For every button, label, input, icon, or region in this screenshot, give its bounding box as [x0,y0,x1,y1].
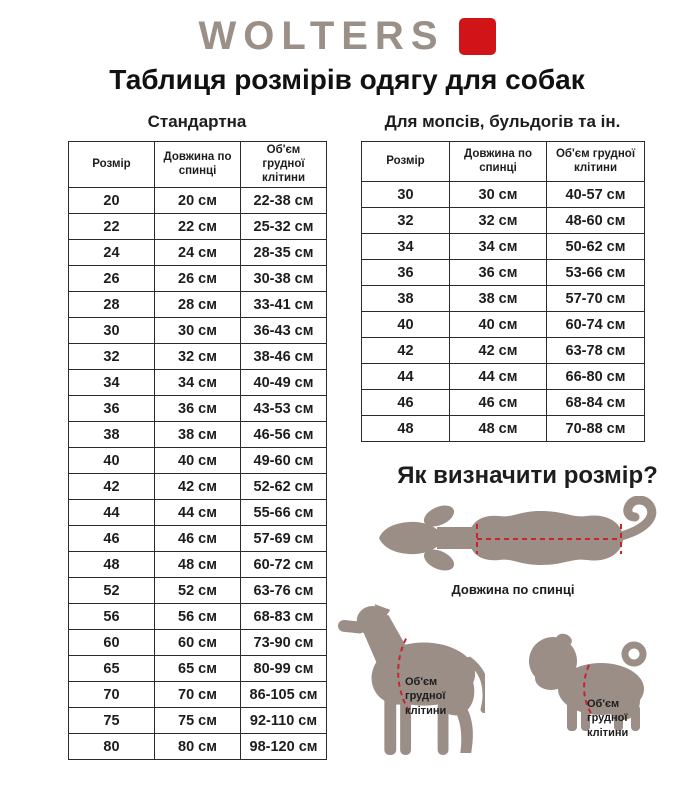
table-row [362,390,645,416]
table-cell: 42 см [155,474,241,500]
table-cell: 26 см [155,266,241,292]
table-row [69,734,327,760]
table-row [69,188,327,214]
chest-girth-diagram [361,601,694,769]
table-cell: 68-84 см [547,390,645,416]
table-row [362,338,645,364]
table-cell: 70 см [155,682,241,708]
table-cell: 30-38 см [241,266,327,292]
table-cell: 44 см [155,500,241,526]
table-cell: 50-62 см [547,234,645,260]
table-cell: 65 [69,656,155,682]
table-cell: 98-120 см [241,734,327,760]
table-cell: 46-56 см [241,422,327,448]
table-cell: 28 см [155,292,241,318]
table-cell: 40 [362,312,450,338]
table-cell: 42 см [450,338,547,364]
table-cell: 48 см [450,416,547,442]
table-cell: 52 см [155,578,241,604]
pugs-size-table [361,141,645,442]
table-cell: 38 см [155,422,241,448]
table-row [362,182,645,208]
header-row [69,142,327,188]
dog-top-view-illustration [377,496,689,580]
table-cell: 70-88 см [547,416,645,442]
table-cell: 36 см [450,260,547,286]
table-row [69,292,327,318]
table-row [69,526,327,552]
table-cell: 44 [362,364,450,390]
table-cell: 22 см [155,214,241,240]
table-cell: 63-78 см [547,338,645,364]
table-cell: 92-110 см [241,708,327,734]
table-cell: 60-74 см [547,312,645,338]
table-row [69,396,327,422]
table-cell: 73-90 см [241,630,327,656]
table-cell: 36 [69,396,155,422]
table-row [69,214,327,240]
table-cell: 56 [69,604,155,630]
content [0,112,694,769]
table-cell: 32 см [155,344,241,370]
table-cell: 34 [69,370,155,396]
table-row [69,604,327,630]
table-cell: 32 см [450,208,547,234]
chest-girth-label: Об'єм грудної клітини [587,698,629,739]
column-header-size: Розмір [69,142,155,188]
table-cell: 43-53 см [241,396,327,422]
dog-body-shape [469,511,623,565]
table-cell: 36-43 см [241,318,327,344]
table-row [362,286,645,312]
brand-header [0,0,694,56]
table-cell: 24 см [155,240,241,266]
table-cell: 48 см [155,552,241,578]
table-cell: 46 см [155,526,241,552]
column-header-back-length: Довжина по спинці [450,142,547,182]
header-row [362,142,645,182]
table-cell: 46 см [450,390,547,416]
column-header-back-length: Довжина по спинці [155,142,241,188]
table-cell: 30 [362,182,450,208]
table-cell: 28 [69,292,155,318]
table-cell: 52 [69,578,155,604]
table-cell: 48-60 см [547,208,645,234]
table-cell: 40-57 см [547,182,645,208]
table-cell: 26 [69,266,155,292]
table-cell: 44 [69,500,155,526]
table-cell: 53-66 см [547,260,645,286]
table-cell: 80 [69,734,155,760]
table-cell: 46 [362,390,450,416]
pug-leg-shape [567,701,577,731]
chest-girth-label: Об'єм грудної клітини [405,676,447,717]
table-cell: 24 [69,240,155,266]
table-row [362,260,645,286]
table-row [362,208,645,234]
pugs-table-wrap [361,112,644,442]
table-cell: 48 [69,552,155,578]
table-cell: 30 см [155,318,241,344]
table-cell: 22 [69,214,155,240]
table-cell: 68-83 см [241,604,327,630]
table-row [69,656,327,682]
table-cell: 28-35 см [241,240,327,266]
dog-tail-shape [621,500,652,536]
table-cell: 20 см [155,188,241,214]
table-cell: 80-99 см [241,656,327,682]
table-cell: 38 см [450,286,547,312]
dog-leg-shape [384,694,396,755]
table-row [362,364,645,390]
table-cell: 34 [362,234,450,260]
table-cell: 25-32 см [241,214,327,240]
back-length-label: Довжина по спинці [451,582,575,597]
dog-head-shape [379,522,441,554]
pugs-size-section [361,112,694,769]
table-row [69,266,327,292]
table-cell: 40 см [450,312,547,338]
table-row [362,234,645,260]
table-cell: 60-72 см [241,552,327,578]
column-header-chest-girth: Об'єм грудної клітини [241,142,327,188]
table-cell: 20 [69,188,155,214]
table-row [69,578,327,604]
pugs-table-caption: Для мопсів, бульдогів та ін. [384,112,621,131]
table-cell: 32 [362,208,450,234]
table-row [69,422,327,448]
table-cell: 38 [362,286,450,312]
table-row [69,552,327,578]
wolters-logo-mark [459,18,496,55]
table-cell: 36 [362,260,450,286]
standard-size-section [68,112,326,769]
table-cell: 44 см [450,364,547,390]
table-cell: 66-80 см [547,364,645,390]
table-cell: 52-62 см [241,474,327,500]
column-header-size: Розмір [362,142,450,182]
table-row [69,370,327,396]
table-cell: 32 [69,344,155,370]
table-cell: 70 [69,682,155,708]
table-cell: 55-66 см [241,500,327,526]
table-row [69,708,327,734]
table-cell: 34 см [450,234,547,260]
table-cell: 75 [69,708,155,734]
table-cell: 22-38 см [241,188,327,214]
table-cell: 40 см [155,448,241,474]
table-cell: 60 см [155,630,241,656]
how-to-heading: Як визначити розмір? [397,462,658,489]
page-title: Таблиця розмірів одягу для собак [109,64,585,95]
pug-curled-tail-shape [625,645,643,663]
table-cell: 33-41 см [241,292,327,318]
table-cell: 40-49 см [241,370,327,396]
table-cell: 56 см [155,604,241,630]
table-cell: 30 см [450,182,547,208]
table-cell: 40 [69,448,155,474]
table-cell: 86-105 см [241,682,327,708]
table-cell: 60 [69,630,155,656]
table-cell: 75 см [155,708,241,734]
table-cell: 80 см [155,734,241,760]
table-cell: 57-69 см [241,526,327,552]
table-cell: 38-46 см [241,344,327,370]
table-cell: 34 см [155,370,241,396]
table-cell: 49-60 см [241,448,327,474]
wolters-logo-text: WOLTERS [198,14,445,58]
column-header-chest-girth: Об'єм грудної клітини [547,142,645,182]
table-row [69,344,327,370]
table-row [69,500,327,526]
standard-size-table [68,141,327,760]
standard-table-caption: Стандартна [147,112,247,131]
table-cell: 46 [69,526,155,552]
table-row [69,682,327,708]
table-cell: 48 [362,416,450,442]
table-row [362,416,645,442]
table-cell: 65 см [155,656,241,682]
table-row [69,630,327,656]
table-cell: 38 [69,422,155,448]
table-row [69,448,327,474]
table-cell: 42 [362,338,450,364]
table-cell: 30 [69,318,155,344]
table-row [69,474,327,500]
table-cell: 36 см [155,396,241,422]
table-row [69,318,327,344]
table-cell: 57-70 см [547,286,645,312]
table-cell: 42 [69,474,155,500]
back-length-diagram [361,496,694,597]
table-row [362,312,645,338]
table-cell: 63-76 см [241,578,327,604]
table-row [69,240,327,266]
